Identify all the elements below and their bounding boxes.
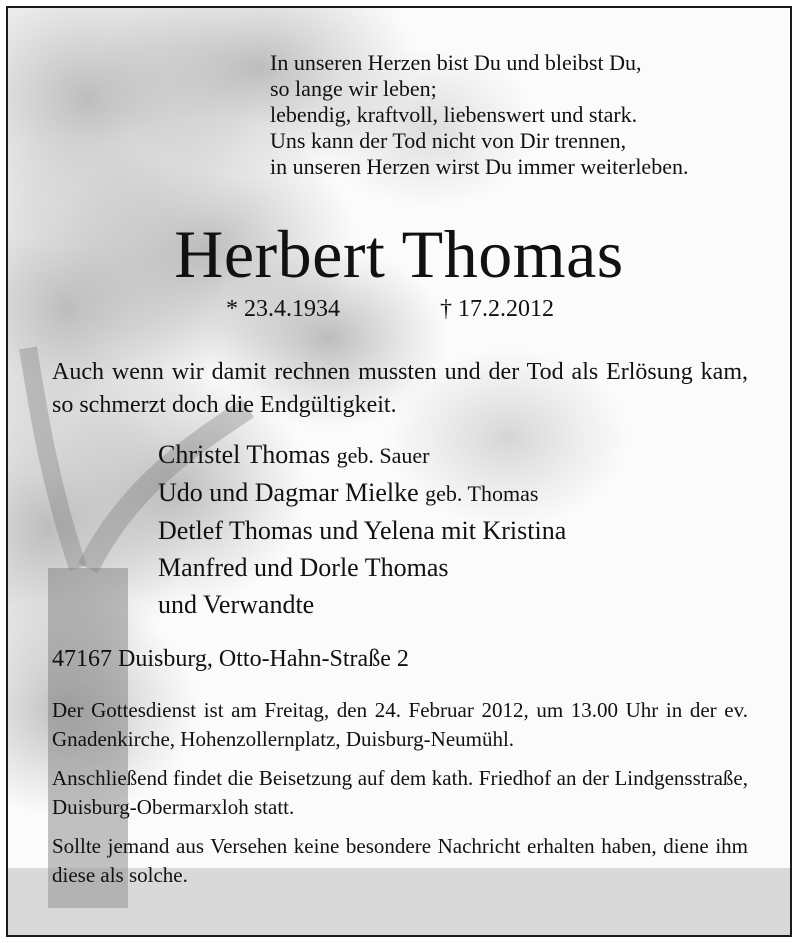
service-info: Der Gottesdienst ist am Freitag, den 24. Februar 2012, um 13.00 Uhr in der ev. Gnadenkirche, Hohenzollernplatz, Duisburg-Neumühl. bbox=[52, 698, 748, 751]
mourner-name: Detlef Thomas und Yelena mit Kristina bbox=[158, 516, 567, 545]
notice-content bbox=[8, 8, 790, 935]
mourner-note: geb. Thomas bbox=[425, 481, 539, 506]
poem-line: so lange wir leben; bbox=[270, 76, 437, 101]
family-address: 47167 Duisburg, Otto-Hahn-Straße 2 bbox=[52, 646, 409, 672]
poem-line: lebendig, kraftvoll, liebenswert und stark. bbox=[270, 102, 638, 127]
condolence-message: Auch wenn wir damit rechnen mussten und der Tod als Erlösung kam, so schmerzt doch die Endgültigkeit. bbox=[52, 359, 748, 418]
obituary-notice bbox=[6, 6, 792, 937]
mourner-entry bbox=[158, 549, 566, 586]
death-date: † 17.2.2012 bbox=[440, 296, 554, 322]
mourner-entry bbox=[158, 512, 566, 549]
poem-line: In unseren Herzen bist Du und bleibst Du, bbox=[270, 50, 642, 75]
mourner-name: und Verwandte bbox=[158, 590, 315, 619]
mourner-entry bbox=[158, 436, 566, 474]
mourner-note: geb. Sauer bbox=[336, 443, 430, 468]
mourners-list bbox=[158, 436, 566, 623]
poem-line: in unseren Herzen wirst Du immer weiterleben. bbox=[270, 154, 689, 179]
mourner-entry bbox=[158, 586, 566, 623]
memorial-poem bbox=[270, 50, 688, 180]
mourner-name: Udo und Dagmar Mielke bbox=[158, 478, 419, 507]
birth-date: * 23.4.1934 bbox=[226, 296, 340, 322]
mourner-name: Manfred und Dorle Thomas bbox=[158, 553, 449, 582]
poem-line: Uns kann der Tod nicht von Dir trennen, bbox=[270, 128, 627, 153]
mourner-name: Christel Thomas bbox=[158, 440, 331, 469]
burial-info: Anschließend findet die Beisetzung auf dem kath. Friedhof an der Lindgensstraße, Duisburg-Obermarxloh statt. bbox=[52, 766, 748, 819]
deceased-name: Herbert Thomas bbox=[174, 216, 624, 292]
closing-note: Sollte jemand aus Versehen keine besondere Nachricht erhalten haben, diene ihm diese als solche. bbox=[52, 834, 748, 887]
mourner-entry bbox=[158, 474, 566, 512]
